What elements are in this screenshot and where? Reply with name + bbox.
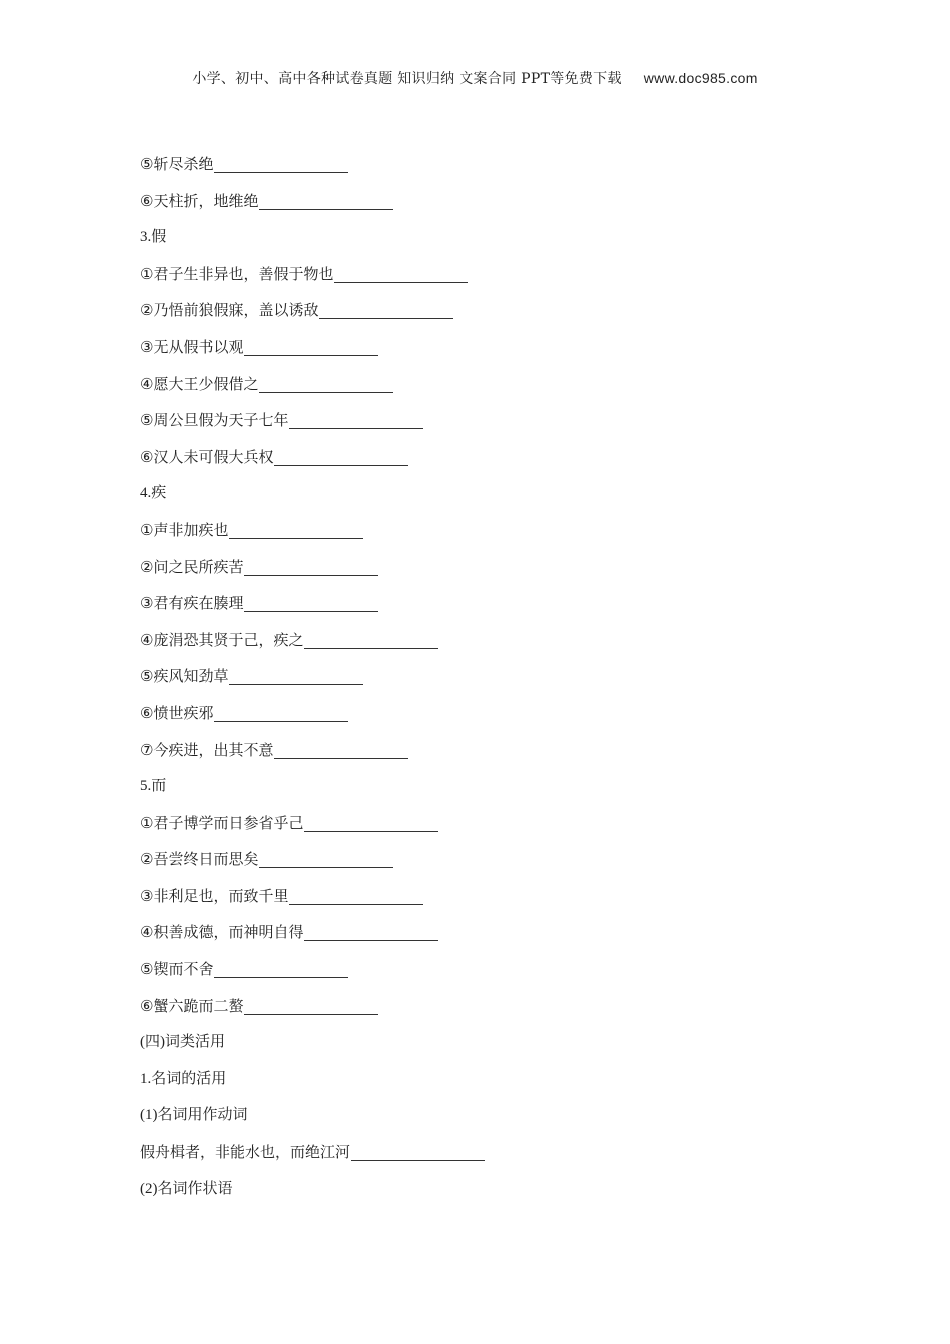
answer-blank[interactable] <box>244 593 378 612</box>
exercise-item <box>140 914 860 951</box>
item-text: ③君有疾在腠理 <box>140 594 244 613</box>
item-text: ②吾尝终日而思矣 <box>140 850 259 869</box>
answer-blank[interactable] <box>319 300 453 319</box>
exercise-item <box>140 439 860 476</box>
answer-blank[interactable] <box>244 337 378 356</box>
section-heading <box>140 475 860 512</box>
exercise-item <box>140 329 860 366</box>
item-text: (2)名词作状语 <box>140 1180 233 1197</box>
item-text: ③非利足也，而致千里 <box>140 886 289 905</box>
exercise-item <box>140 1134 860 1171</box>
item-text: ⑦今疾进，出其不意 <box>140 740 274 759</box>
exercise-item <box>140 841 860 878</box>
item-text: 1.名词的活用 <box>140 1070 227 1087</box>
item-text: ⑤周公旦假为天子七年 <box>140 411 289 430</box>
answer-blank[interactable] <box>274 447 408 466</box>
item-text: ⑥汉人未可假大兵权 <box>140 447 274 466</box>
section-heading <box>140 768 860 805</box>
item-text: (1)名词用作动词 <box>140 1107 248 1124</box>
exercise-item <box>140 366 860 403</box>
exercise-item <box>140 658 860 695</box>
header-url[interactable]: www.doc985.com <box>643 70 758 86</box>
exercise-item <box>140 146 860 183</box>
answer-blank[interactable] <box>274 740 408 759</box>
answer-blank[interactable] <box>304 922 438 941</box>
exercise-item <box>140 183 860 220</box>
item-text: 假舟楫者，非能水也，而绝江河 <box>140 1143 351 1162</box>
item-text: (四)词类活用 <box>140 1034 225 1051</box>
item-text: 5.而 <box>140 778 167 795</box>
section-heading <box>140 1024 860 1061</box>
item-text: ⑤疾风知劲草 <box>140 667 229 686</box>
answer-blank[interactable] <box>259 191 393 210</box>
exercise-item <box>140 292 860 329</box>
section-heading <box>140 1061 860 1098</box>
exercise-item <box>140 732 860 769</box>
item-text: ②问之民所疾苦 <box>140 557 244 576</box>
answer-blank[interactable] <box>259 374 393 393</box>
exercise-item <box>140 878 860 915</box>
header-text: 小学、初中、高中各种试卷真题 知识归纳 文案合同 PPT等免费下载 <box>192 71 622 87</box>
item-text: ④庞涓恐其贤于己，疾之 <box>140 630 304 649</box>
exercise-item <box>140 622 860 659</box>
item-text: ⑥天柱折，地维绝 <box>140 191 259 210</box>
exercise-content <box>140 146 860 1207</box>
answer-blank[interactable] <box>214 959 348 978</box>
item-text: ④积善成德，而神明自得 <box>140 923 304 942</box>
exercise-item <box>140 951 860 988</box>
exercise-item <box>140 695 860 732</box>
item-text: ④愿大王少假借之 <box>140 374 259 393</box>
item-text: ⑥愤世疾邪 <box>140 703 214 722</box>
item-text: 3.假 <box>140 229 167 246</box>
item-text: ⑤锲而不舍 <box>140 960 214 979</box>
section-heading <box>140 1097 860 1134</box>
item-text: ⑤斩尽杀绝 <box>140 155 214 173</box>
item-text: 4.疾 <box>140 485 167 502</box>
answer-blank[interactable] <box>334 264 468 283</box>
item-text: ②乃悟前狼假寐，盖以诱敌 <box>140 301 319 320</box>
answer-blank[interactable] <box>289 410 423 429</box>
answer-blank[interactable] <box>304 813 438 832</box>
answer-blank[interactable] <box>229 520 363 539</box>
section-heading <box>140 1171 860 1208</box>
exercise-item <box>140 805 860 842</box>
answer-blank[interactable] <box>229 666 363 685</box>
exercise-item <box>140 512 860 549</box>
page-header <box>0 68 950 88</box>
answer-blank[interactable] <box>289 886 423 905</box>
answer-blank[interactable] <box>351 1142 485 1161</box>
answer-blank[interactable] <box>304 630 438 649</box>
exercise-item <box>140 256 860 293</box>
item-text: ⑥蟹六跪而二螯 <box>140 996 244 1015</box>
answer-blank[interactable] <box>214 703 348 722</box>
item-text: ①声非加疾也 <box>140 520 229 539</box>
answer-blank[interactable] <box>244 557 378 576</box>
item-text: ③无从假书以观 <box>140 337 244 356</box>
exercise-item <box>140 549 860 586</box>
section-heading <box>140 219 860 256</box>
answer-blank[interactable] <box>244 996 378 1015</box>
answer-blank[interactable] <box>259 849 393 868</box>
item-text: ①君子生非异也，善假于物也 <box>140 264 334 283</box>
exercise-item <box>140 402 860 439</box>
answer-blank[interactable] <box>214 154 348 173</box>
item-text: ①君子博学而日参省乎己 <box>140 813 304 832</box>
exercise-item <box>140 585 860 622</box>
exercise-item <box>140 988 860 1025</box>
